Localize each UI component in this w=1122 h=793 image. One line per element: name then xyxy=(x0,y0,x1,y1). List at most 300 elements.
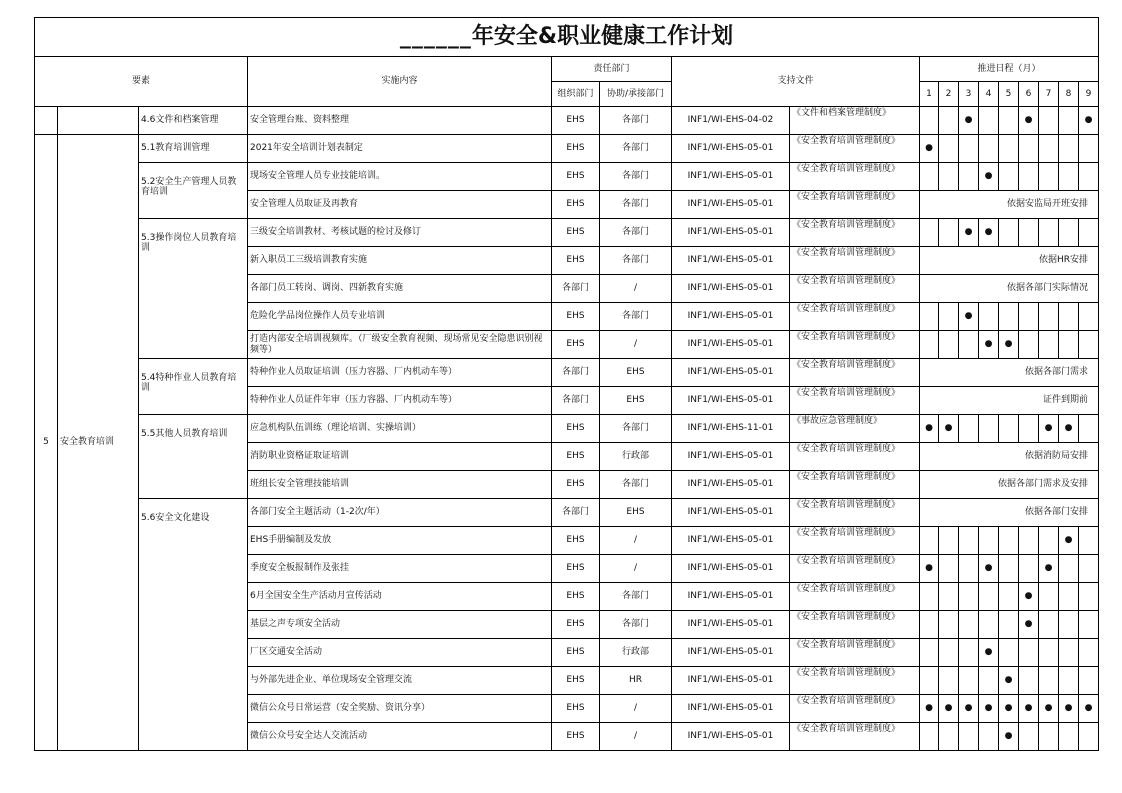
schedule-note: 证件到期前 xyxy=(920,387,1099,415)
doc-code-cell: INF1/WI-EHS-05-01 xyxy=(672,667,790,695)
month-header-5: 5 xyxy=(999,82,1019,107)
assist-dept-cell: 行政部 xyxy=(600,639,672,667)
content-cell: 特种作业人员证件年审（压力容器、厂内机动车等） xyxy=(248,387,552,415)
schedule-dot-icon: ● xyxy=(925,143,933,154)
month-2-cell xyxy=(939,527,959,555)
doc-name-cell: 《文件和档案管理制度》 xyxy=(790,107,920,135)
doc-code-cell: INF1/WI-EHS-05-01 xyxy=(672,639,790,667)
schedule-dot-icon: ● xyxy=(1064,703,1073,714)
month-4-cell xyxy=(979,303,999,331)
schedule-dot-icon: ● xyxy=(984,171,993,182)
assist-dept-cell: / xyxy=(600,275,672,303)
month-4-cell xyxy=(979,667,999,695)
month-7-cell xyxy=(1039,107,1059,135)
month-3-cell xyxy=(959,611,979,639)
assist-dept-cell: 各部门 xyxy=(600,107,672,135)
doc-code-cell: INF1/WI-EHS-11-01 xyxy=(672,415,790,443)
doc-name-cell: 《安全教育培训管理制度》 xyxy=(790,275,920,303)
schedule-dot-icon: ● xyxy=(964,115,973,126)
schedule-dot-icon: ● xyxy=(1064,423,1073,434)
element-label: 5.2安全生产管理人员教育培训 xyxy=(139,163,248,219)
month-9-cell xyxy=(1079,219,1099,247)
assist-dept-cell: EHS xyxy=(600,359,672,387)
content-cell: 各部门员工转岗、调岗、四新教育实施 xyxy=(248,275,552,303)
schedule-dot-icon: ● xyxy=(1084,703,1093,714)
month-1-cell xyxy=(920,527,939,555)
assist-dept-cell: 各部门 xyxy=(600,471,672,499)
month-4-cell xyxy=(979,555,999,583)
schedule-dot-icon: ● xyxy=(1024,703,1033,714)
assist-dept-cell: 行政部 xyxy=(600,443,672,471)
content-cell: 打造内部安全培训视频库。（厂级安全教育视频、现场常见安全隐患识别视频等） xyxy=(248,331,552,359)
schedule-dot-icon: ● xyxy=(925,563,933,574)
month-9-cell xyxy=(1079,107,1099,135)
doc-code-cell: INF1/WI-EHS-05-01 xyxy=(672,443,790,471)
content-cell: 危险化学品岗位操作人员专业培训 xyxy=(248,303,552,331)
month-7-cell xyxy=(1039,639,1059,667)
month-5-cell xyxy=(999,695,1019,723)
month-7-cell xyxy=(1039,667,1059,695)
month-4-cell xyxy=(979,415,999,443)
schedule-dot-icon: ● xyxy=(1024,619,1033,630)
month-7-cell xyxy=(1039,723,1059,751)
content-cell: 消防职业资格证取证培训 xyxy=(248,443,552,471)
month-1-cell xyxy=(920,107,939,135)
title-text: 年安全&职业健康工作计划 xyxy=(471,24,734,50)
month-2-cell xyxy=(939,611,959,639)
table-row xyxy=(35,359,1099,387)
schedule-dot-icon: ● xyxy=(925,423,933,434)
org-dept-cell: 各部门 xyxy=(552,359,600,387)
month-8-cell xyxy=(1059,163,1079,191)
month-6-cell xyxy=(1019,303,1039,331)
month-2-cell xyxy=(939,303,959,331)
month-7-cell xyxy=(1039,583,1059,611)
element-label: 5.1教育培训管理 xyxy=(139,135,248,163)
org-dept-cell: 各部门 xyxy=(552,275,600,303)
month-5-cell xyxy=(999,611,1019,639)
schedule-note: 依据各部门需求 xyxy=(920,359,1099,387)
section-name-cell xyxy=(58,107,139,135)
org-dept-cell: EHS xyxy=(552,527,600,555)
month-1-cell xyxy=(920,695,939,723)
doc-name-cell: 《安全教育培训管理制度》 xyxy=(790,303,920,331)
month-8-cell xyxy=(1059,723,1079,751)
schedule-note: 依据消防局安排 xyxy=(920,443,1099,471)
month-6-cell xyxy=(1019,555,1039,583)
header-schedule: 推进日程（月） xyxy=(920,57,1099,82)
month-3-cell xyxy=(959,107,979,135)
month-5-cell xyxy=(999,163,1019,191)
month-header-8: 8 xyxy=(1059,82,1079,107)
month-8-cell xyxy=(1059,303,1079,331)
org-dept-cell: EHS xyxy=(552,583,600,611)
doc-name-cell: 《安全教育培训管理制度》 xyxy=(790,667,920,695)
schedule-dot-icon: ● xyxy=(984,647,993,658)
month-1-cell xyxy=(920,135,939,163)
month-8-cell xyxy=(1059,415,1079,443)
schedule-dot-icon: ● xyxy=(1004,675,1013,686)
title-blank: ______ xyxy=(399,24,472,50)
month-6-cell xyxy=(1019,219,1039,247)
month-7-cell xyxy=(1039,135,1059,163)
month-6-cell xyxy=(1019,527,1039,555)
month-1-cell xyxy=(920,639,939,667)
month-8-cell xyxy=(1059,555,1079,583)
org-dept-cell: EHS xyxy=(552,695,600,723)
month-2-cell xyxy=(939,331,959,359)
doc-code-cell: INF1/WI-EHS-05-01 xyxy=(672,695,790,723)
header-content: 实施内容 xyxy=(248,57,552,107)
month-3-cell xyxy=(959,135,979,163)
month-6-cell xyxy=(1019,163,1039,191)
doc-code-cell: INF1/WI-EHS-05-01 xyxy=(672,191,790,219)
schedule-dot-icon: ● xyxy=(1004,731,1013,742)
month-5-cell xyxy=(999,527,1019,555)
doc-name-cell: 《安全教育培训管理制度》 xyxy=(790,527,920,555)
month-4-cell xyxy=(979,135,999,163)
table-row xyxy=(35,219,1099,247)
month-7-cell xyxy=(1039,695,1059,723)
doc-name-cell: 《安全教育培训管理制度》 xyxy=(790,499,920,527)
month-9-cell xyxy=(1079,695,1099,723)
page-title xyxy=(35,18,1099,57)
schedule-dot-icon: ● xyxy=(1024,115,1033,126)
month-2-cell xyxy=(939,163,959,191)
content-cell: 厂区交通安全活动 xyxy=(248,639,552,667)
doc-name-cell: 《安全教育培训管理制度》 xyxy=(790,723,920,751)
doc-code-cell: INF1/WI-EHS-05-01 xyxy=(672,331,790,359)
month-5-cell xyxy=(999,219,1019,247)
month-1-cell xyxy=(920,723,939,751)
month-5-cell xyxy=(999,555,1019,583)
month-header-9: 9 xyxy=(1079,82,1099,107)
month-5-cell xyxy=(999,331,1019,359)
month-8-cell xyxy=(1059,639,1079,667)
work-plan-table xyxy=(34,17,1099,751)
element-label: 5.6安全文化建设 xyxy=(139,499,248,751)
month-3-cell xyxy=(959,219,979,247)
month-5-cell xyxy=(999,415,1019,443)
doc-code-cell: INF1/WI-EHS-05-01 xyxy=(672,471,790,499)
month-6-cell xyxy=(1019,639,1039,667)
content-cell: 新入职员工三级培训教育实施 xyxy=(248,247,552,275)
month-9-cell xyxy=(1079,639,1099,667)
doc-name-cell: 《安全教育培训管理制度》 xyxy=(790,191,920,219)
section-num-cell xyxy=(35,107,58,135)
doc-code-cell: INF1/WI-EHS-05-01 xyxy=(672,163,790,191)
month-6-cell xyxy=(1019,107,1039,135)
org-dept-cell: EHS xyxy=(552,247,600,275)
org-dept-cell: EHS xyxy=(552,135,600,163)
month-3-cell xyxy=(959,695,979,723)
month-6-cell xyxy=(1019,135,1039,163)
content-cell: 三级安全培训教材、考核试题的检讨及修订 xyxy=(248,219,552,247)
month-3-cell xyxy=(959,331,979,359)
month-5-cell xyxy=(999,667,1019,695)
org-dept-cell: EHS xyxy=(552,639,600,667)
month-7-cell xyxy=(1039,331,1059,359)
schedule-dot-icon: ● xyxy=(984,563,993,574)
schedule-dot-icon: ● xyxy=(984,227,993,238)
month-6-cell xyxy=(1019,611,1039,639)
month-3-cell xyxy=(959,527,979,555)
month-4-cell xyxy=(979,107,999,135)
month-3-cell xyxy=(959,723,979,751)
assist-dept-cell: 各部门 xyxy=(600,219,672,247)
header-element: 要素 xyxy=(35,57,248,107)
schedule-dot-icon: ● xyxy=(964,227,973,238)
month-1-cell xyxy=(920,303,939,331)
schedule-dot-icon: ● xyxy=(964,703,973,714)
org-dept-cell: EHS xyxy=(552,415,600,443)
content-cell: 班组长安全管理技能培训 xyxy=(248,471,552,499)
month-3-cell xyxy=(959,639,979,667)
org-dept-cell: EHS xyxy=(552,471,600,499)
assist-dept-cell: 各部门 xyxy=(600,415,672,443)
schedule-dot-icon: ● xyxy=(1084,115,1093,126)
org-dept-cell: EHS xyxy=(552,443,600,471)
month-9-cell xyxy=(1079,555,1099,583)
content-cell: 应急机构队伍训练（理论培训、实操培训） xyxy=(248,415,552,443)
month-9-cell xyxy=(1079,135,1099,163)
org-dept-cell: EHS xyxy=(552,107,600,135)
doc-code-cell: INF1/WI-EHS-05-01 xyxy=(672,583,790,611)
month-9-cell xyxy=(1079,331,1099,359)
assist-dept-cell: 各部门 xyxy=(600,303,672,331)
month-1-cell xyxy=(920,611,939,639)
month-9-cell xyxy=(1079,303,1099,331)
schedule-dot-icon: ● xyxy=(925,703,933,714)
doc-code-cell: INF1/WI-EHS-04-02 xyxy=(672,107,790,135)
doc-name-cell: 《安全教育培训管理制度》 xyxy=(790,163,920,191)
doc-code-cell: INF1/WI-EHS-05-01 xyxy=(672,303,790,331)
assist-dept-cell: 各部门 xyxy=(600,135,672,163)
month-8-cell xyxy=(1059,219,1079,247)
assist-dept-cell: / xyxy=(600,555,672,583)
doc-code-cell: INF1/WI-EHS-05-01 xyxy=(672,359,790,387)
header-org-dept: 组织部门 xyxy=(552,82,600,107)
doc-name-cell: 《安全教育培训管理制度》 xyxy=(790,583,920,611)
content-cell: 安全管理台账、资料整理 xyxy=(248,107,552,135)
month-9-cell xyxy=(1079,163,1099,191)
month-9-cell xyxy=(1079,415,1099,443)
content-cell: 与外部先进企业、单位现场安全管理交流 xyxy=(248,667,552,695)
content-cell: 微信公众号日常运营（安全奖励、资讯分享） xyxy=(248,695,552,723)
month-8-cell xyxy=(1059,107,1079,135)
table-row xyxy=(35,499,1099,527)
org-dept-cell: EHS xyxy=(552,303,600,331)
doc-name-cell: 《事故应急管理制度》 xyxy=(790,415,920,443)
schedule-dot-icon: ● xyxy=(1024,591,1033,602)
element-label: 5.5其他人员教育培训 xyxy=(139,415,248,499)
table-row xyxy=(35,107,1099,135)
month-7-cell xyxy=(1039,219,1059,247)
doc-name-cell: 《安全教育培训管理制度》 xyxy=(790,443,920,471)
element-label: 5.4特种作业人员教育培训 xyxy=(139,359,248,415)
doc-name-cell: 《安全教育培训管理制度》 xyxy=(790,695,920,723)
month-2-cell xyxy=(939,415,959,443)
month-6-cell xyxy=(1019,583,1039,611)
assist-dept-cell: 各部门 xyxy=(600,247,672,275)
org-dept-cell: 各部门 xyxy=(552,387,600,415)
schedule-dot-icon: ● xyxy=(1044,423,1053,434)
content-cell: 特种作业人员取证培训（压力容器、厂内机动车等） xyxy=(248,359,552,387)
assist-dept-cell: HR xyxy=(600,667,672,695)
month-5-cell xyxy=(999,107,1019,135)
assist-dept-cell: 各部门 xyxy=(600,611,672,639)
doc-code-cell: INF1/WI-EHS-05-01 xyxy=(672,247,790,275)
month-6-cell xyxy=(1019,331,1039,359)
header-docs: 支持文件 xyxy=(672,57,920,107)
org-dept-cell: EHS xyxy=(552,219,600,247)
month-header-2: 2 xyxy=(939,82,959,107)
month-header-1: 1 xyxy=(920,82,939,107)
doc-name-cell: 《安全教育培训管理制度》 xyxy=(790,359,920,387)
content-cell: 季度安全板报制作及张挂 xyxy=(248,555,552,583)
schedule-note: 依据各部门实际情况 xyxy=(920,275,1099,303)
doc-code-cell: INF1/WI-EHS-05-01 xyxy=(672,135,790,163)
month-8-cell xyxy=(1059,527,1079,555)
month-3-cell xyxy=(959,415,979,443)
month-header-6: 6 xyxy=(1019,82,1039,107)
doc-code-cell: INF1/WI-EHS-05-01 xyxy=(672,275,790,303)
doc-name-cell: 《安全教育培训管理制度》 xyxy=(790,555,920,583)
month-9-cell xyxy=(1079,667,1099,695)
section-number: 5 xyxy=(35,135,58,751)
doc-code-cell: INF1/WI-EHS-05-01 xyxy=(672,387,790,415)
schedule-dot-icon: ● xyxy=(1004,339,1013,350)
month-1-cell xyxy=(920,415,939,443)
schedule-note: 依据各部门需求及安排 xyxy=(920,471,1099,499)
schedule-dot-icon: ● xyxy=(1044,563,1053,574)
org-dept-cell: EHS xyxy=(552,611,600,639)
assist-dept-cell: / xyxy=(600,723,672,751)
table-row xyxy=(35,415,1099,443)
org-dept-cell: EHS xyxy=(552,163,600,191)
month-7-cell xyxy=(1039,555,1059,583)
month-2-cell xyxy=(939,723,959,751)
month-header-3: 3 xyxy=(959,82,979,107)
month-4-cell xyxy=(979,331,999,359)
month-6-cell xyxy=(1019,667,1039,695)
doc-name-cell: 《安全教育培训管理制度》 xyxy=(790,611,920,639)
doc-name-cell: 《安全教育培训管理制度》 xyxy=(790,471,920,499)
month-8-cell xyxy=(1059,667,1079,695)
assist-dept-cell: 各部门 xyxy=(600,163,672,191)
month-2-cell xyxy=(939,107,959,135)
schedule-dot-icon: ● xyxy=(984,339,993,350)
schedule-dot-icon: ● xyxy=(984,703,993,714)
month-8-cell xyxy=(1059,611,1079,639)
month-2-cell xyxy=(939,135,959,163)
month-7-cell xyxy=(1039,163,1059,191)
content-cell: 现场安全管理人员专业技能培训。 xyxy=(248,163,552,191)
section-name: 安全教育培训 xyxy=(58,135,139,751)
assist-dept-cell: / xyxy=(600,331,672,359)
month-8-cell xyxy=(1059,135,1079,163)
content-cell: EHS手册编制及发放 xyxy=(248,527,552,555)
doc-code-cell: INF1/WI-EHS-05-01 xyxy=(672,527,790,555)
month-6-cell xyxy=(1019,415,1039,443)
content-cell: 基层之声专项安全活动 xyxy=(248,611,552,639)
schedule-note: 依据安监局开班安排 xyxy=(920,191,1099,219)
doc-code-cell: INF1/WI-EHS-05-01 xyxy=(672,219,790,247)
month-1-cell xyxy=(920,163,939,191)
month-5-cell xyxy=(999,583,1019,611)
month-8-cell xyxy=(1059,583,1079,611)
content-cell: 安全管理人员取证及再教育 xyxy=(248,191,552,219)
month-6-cell xyxy=(1019,695,1039,723)
title-row xyxy=(35,18,1099,57)
month-1-cell xyxy=(920,219,939,247)
month-6-cell xyxy=(1019,723,1039,751)
schedule-note: 依据HR安排 xyxy=(920,247,1099,275)
assist-dept-cell: / xyxy=(600,695,672,723)
month-2-cell xyxy=(939,555,959,583)
month-3-cell xyxy=(959,555,979,583)
schedule-dot-icon: ● xyxy=(964,311,973,322)
month-2-cell xyxy=(939,667,959,695)
month-4-cell xyxy=(979,611,999,639)
month-4-cell xyxy=(979,583,999,611)
doc-code-cell: INF1/WI-EHS-05-01 xyxy=(672,499,790,527)
org-dept-cell: EHS xyxy=(552,667,600,695)
doc-name-cell: 《安全教育培训管理制度》 xyxy=(790,639,920,667)
month-7-cell xyxy=(1039,527,1059,555)
assist-dept-cell: EHS xyxy=(600,387,672,415)
content-cell: 各部门安全主题活动（1-2次/年） xyxy=(248,499,552,527)
month-9-cell xyxy=(1079,723,1099,751)
org-dept-cell: 各部门 xyxy=(552,499,600,527)
assist-dept-cell: / xyxy=(600,527,672,555)
month-4-cell xyxy=(979,639,999,667)
content-cell: 2021年安全培训计划表制定 xyxy=(248,135,552,163)
doc-code-cell: INF1/WI-EHS-05-01 xyxy=(672,611,790,639)
assist-dept-cell: 各部门 xyxy=(600,191,672,219)
table-row xyxy=(35,163,1099,191)
month-3-cell xyxy=(959,303,979,331)
month-header-4: 4 xyxy=(979,82,999,107)
content-cell: 6月全国安全生产活动月宣传活动 xyxy=(248,583,552,611)
schedule-dot-icon: ● xyxy=(944,703,953,714)
month-1-cell xyxy=(920,331,939,359)
doc-name-cell: 《安全教育培训管理制度》 xyxy=(790,331,920,359)
org-dept-cell: EHS xyxy=(552,191,600,219)
doc-name-cell: 《安全教育培训管理制度》 xyxy=(790,247,920,275)
month-7-cell xyxy=(1039,611,1059,639)
schedule-dot-icon: ● xyxy=(1004,703,1013,714)
element-label: 4.6文件和档案管理 xyxy=(139,107,248,135)
month-9-cell xyxy=(1079,527,1099,555)
doc-name-cell: 《安全教育培训管理制度》 xyxy=(790,219,920,247)
month-4-cell xyxy=(979,163,999,191)
month-5-cell xyxy=(999,639,1019,667)
doc-name-cell: 《安全教育培训管理制度》 xyxy=(790,135,920,163)
month-7-cell xyxy=(1039,303,1059,331)
month-9-cell xyxy=(1079,611,1099,639)
month-1-cell xyxy=(920,583,939,611)
month-4-cell xyxy=(979,723,999,751)
month-8-cell xyxy=(1059,695,1079,723)
month-9-cell xyxy=(1079,583,1099,611)
element-label: 5.3操作岗位人员教育培训 xyxy=(139,219,248,359)
doc-name-cell: 《安全教育培训管理制度》 xyxy=(790,387,920,415)
month-2-cell xyxy=(939,583,959,611)
org-dept-cell: EHS xyxy=(552,555,600,583)
org-dept-cell: EHS xyxy=(552,331,600,359)
month-1-cell xyxy=(920,555,939,583)
